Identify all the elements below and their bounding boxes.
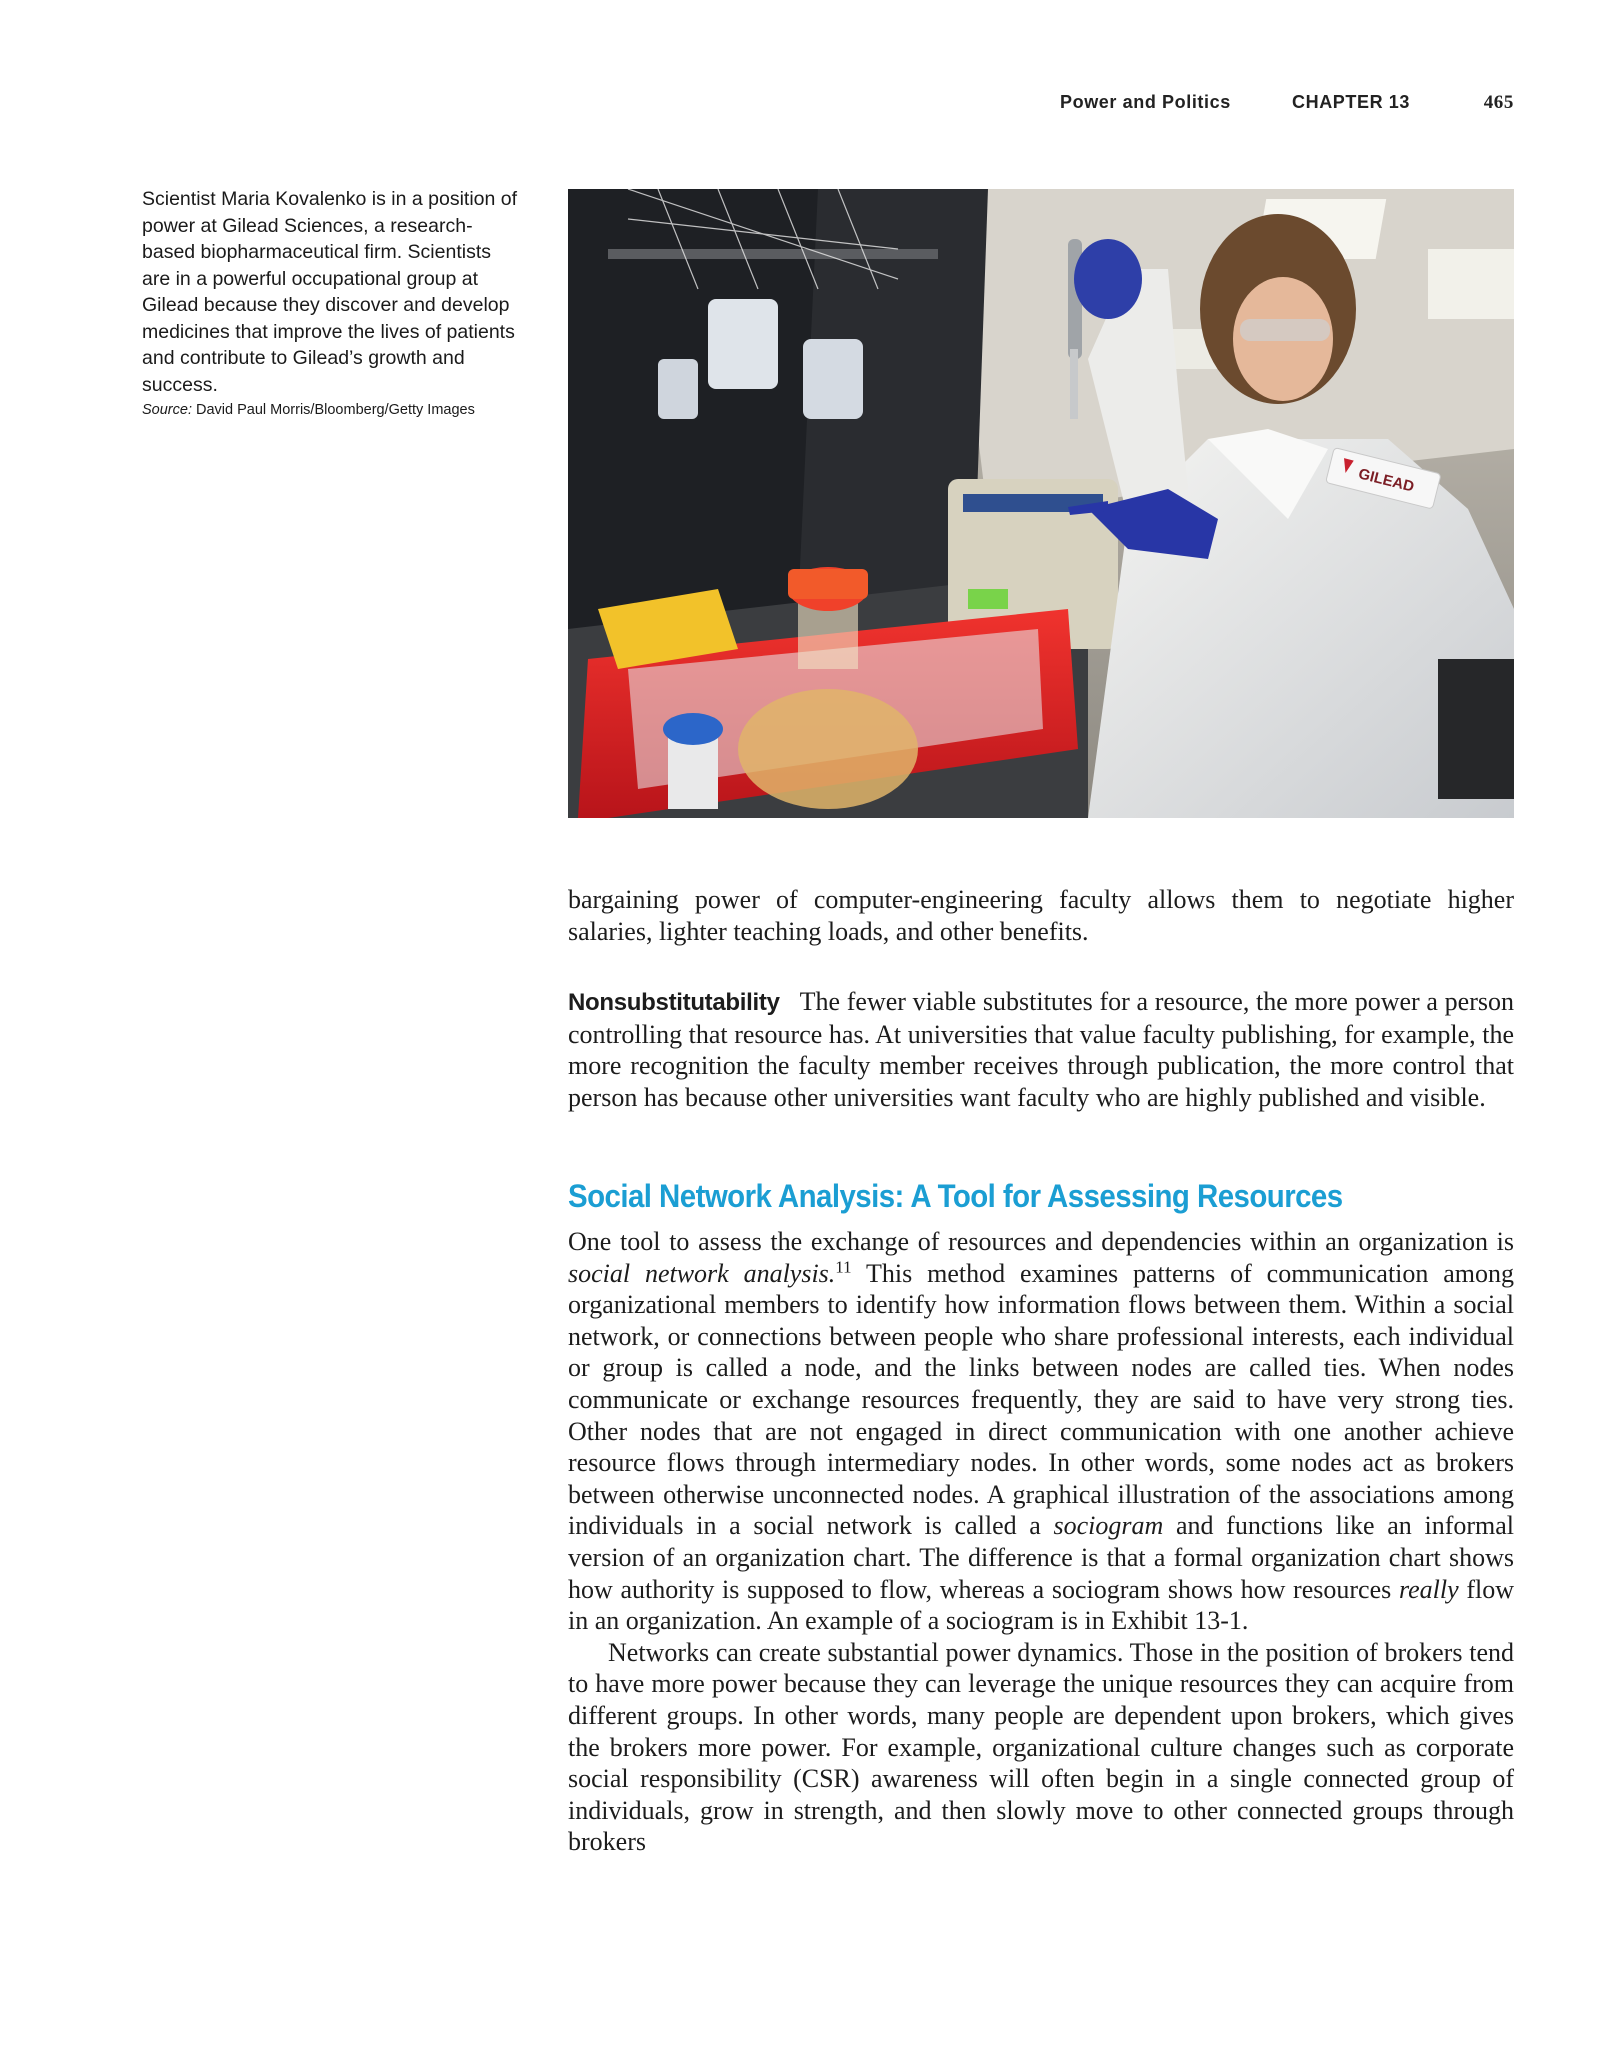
- credit-label: Source:: [142, 402, 192, 418]
- running-head-section: Power and Politics: [1060, 92, 1231, 112]
- intro-paragraph: [568, 884, 1514, 947]
- lab-photo: [568, 189, 1514, 818]
- photo-caption: [142, 186, 522, 421]
- nonsubstitutability-text: The fewer viable substitutes for a resource, the more power a person controlling that resource has. At universities that value faculty publishing, for example, the more recognition the faculty member receives through publication, the more control that person has because other universities want faculty who are highly published and visible.: [568, 987, 1514, 1112]
- caption-text: Scientist Maria Kovalenko is in a position of power at Gilead Sciences, a research-based biopharmaceutical firm. Scientists are in a powerful occupational group at Gilead because they discover and develop medicines that improve the lives of patients and contribute to Gilead’s growth and success.: [142, 188, 518, 396]
- page-number: 465: [1483, 92, 1514, 113]
- sna-p1-text-c: and functions like an informal version of an organization chart. The difference is that a formal organization chart shows how authority is supposed to flow, whereas a sociogram shows how resources: [568, 1511, 1515, 1604]
- term-social-network-analysis: social network analysis.: [568, 1258, 836, 1288]
- footnote-ref: 11: [835, 1256, 852, 1276]
- credit-text: David Paul Morris/Bloomberg/Getty Images: [196, 402, 475, 418]
- badge-text: GILEAD: [1356, 465, 1416, 496]
- sna-p1-text-a: One tool to assess the exchange of resources and dependencies within an organization is: [568, 1227, 1514, 1256]
- nonsubstitutability-paragraph: [568, 986, 1514, 1113]
- sna-paragraph-1: [568, 1226, 1514, 1637]
- nonsubstitutability-heading: Nonsubstitutability: [568, 989, 780, 1016]
- sna-paragraph-2: Networks can create substantial power dynamics. Those in the position of brokers tend to have more power because they can leverage the unique resources they can acquire from different groups. In other words, many people are dependent upon brokers, which gives the brokers more power. For example, organizational culture changes such as corporate social responsibility (CSR) awareness will often begin in a single connected group of individuals, grow in strength, and then slowly move to other connected groups through brokers: [568, 1637, 1514, 1857]
- running-head-chapter: CHAPTER 13: [1292, 92, 1411, 112]
- running-head: [1000, 88, 1514, 114]
- intro-text: bargaining power of computer-engineering faculty allows them to negotiate higher salaries, lighter teaching loads, and other benefits.: [568, 885, 1514, 946]
- photo-credit: [142, 399, 522, 421]
- social-network-analysis-section: [568, 1226, 1514, 1858]
- lab-scene-illustration: [568, 189, 1514, 818]
- term-sociogram: sociogram: [1053, 1511, 1164, 1541]
- section-heading: Social Network Analysis: A Tool for Assessing Resources: [568, 1178, 1343, 1214]
- sna-p1-text-d: flow in an organization. An example of a sociogram is in Exhibit 13-1.: [568, 1574, 1514, 1636]
- term-really: really: [1398, 1574, 1459, 1604]
- sna-p1-text-b: This method examines patterns of communication among organizational members to identify how information flows between them. Within a social network, or connections between people who share professional interests, each individual or group is called a node, and the links between nodes are called ties. When nodes communicate or exchange resources frequently, they are said to have very strong ties. Other nodes that are not engaged in direct communication with one another achieve resource flows through intermediary nodes. In other words, some nodes act as brokers between otherwise unconnected nodes. A graphical illustration of the associations among individuals in a social network is called a: [568, 1258, 1515, 1541]
